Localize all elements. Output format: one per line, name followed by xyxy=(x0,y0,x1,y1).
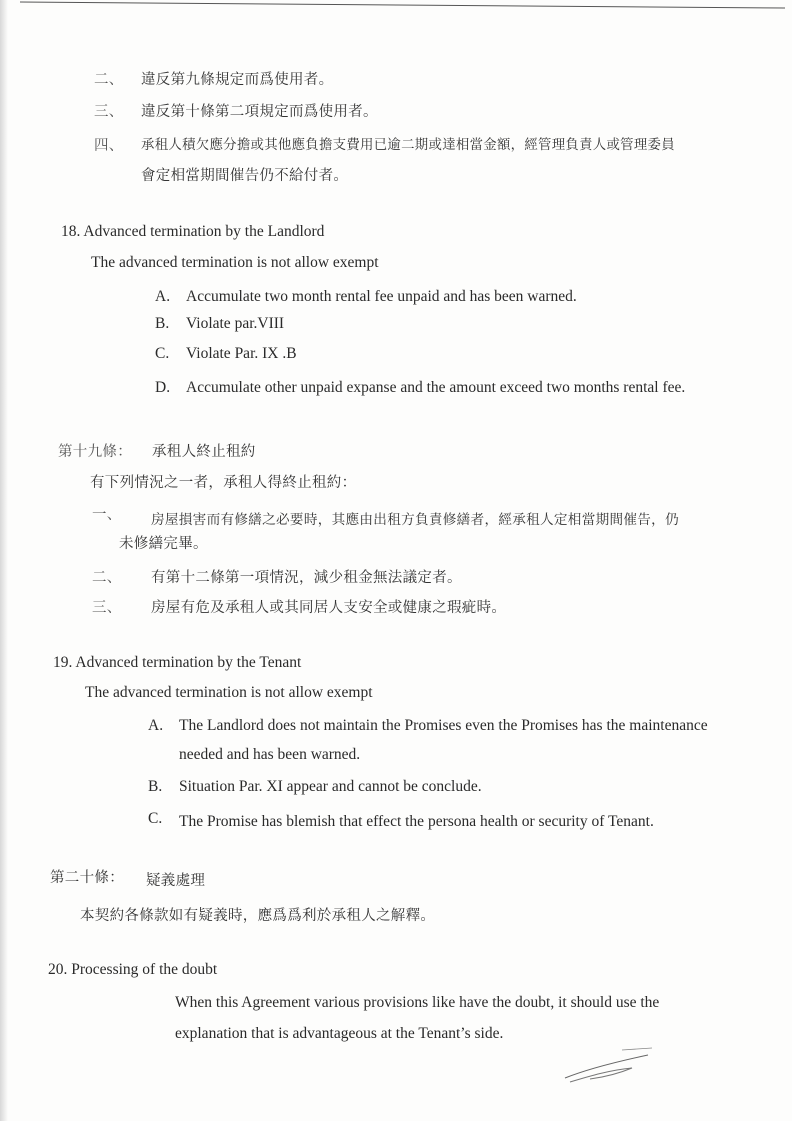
clause19-en-item-c-text: The Promise has blemish that effect the persona health or security of Tenant. xyxy=(179,813,654,830)
clause19-item1-number: 一、 xyxy=(92,507,122,523)
clause17-item4-text-line2: 會定相當期間催告仍不給付者。 xyxy=(141,168,349,184)
clause19-intro: 有下列情況之一者，承租人得終止租約： xyxy=(90,475,357,491)
clause19-item3-text: 房屋有危及承租人或其同居人支安全或健康之瑕疵時。 xyxy=(151,600,507,616)
clause19-en-item-c-label: C. xyxy=(148,810,163,827)
clause18-item-c-label: C. xyxy=(155,345,170,362)
page-shadow-left xyxy=(0,0,8,1121)
clause17-item3-text: 違反第十條第二項規定而爲使用者。 xyxy=(141,104,378,120)
clause18-intro: The advanced termination is not allow exempt xyxy=(91,254,379,271)
clause18-item-b-label: B. xyxy=(155,315,170,332)
clause17-item2-text: 違反第九條規定而爲使用者。 xyxy=(141,72,334,88)
clause19-item2-text: 有第十二條第一項情況，減少租金無法議定者。 xyxy=(151,570,462,586)
clause18-item-d-text: Accumulate other unpaid expanse and the amount exceed two months rental fee. xyxy=(186,379,686,396)
clause18-item-a-label: A. xyxy=(155,288,171,305)
clause18-item-b-text: Violate par.VIII xyxy=(186,315,285,332)
clause20-en-heading: 20. Processing of the doubt xyxy=(48,961,218,978)
clause17-item3-number: 三、 xyxy=(94,104,124,120)
clause18-item-c-text: Violate Par. IX .B xyxy=(186,345,297,362)
clause20-heading-title: 疑義處理 xyxy=(146,873,206,889)
clause17-item2-number: 二、 xyxy=(94,72,124,88)
clause19-item1-text-line1: 房屋損害而有修繕之必要時，其應由出租方負責修繕者，經承租人定相當期間催告，仍 xyxy=(151,512,679,528)
clause20-en-body-line2: explanation that is advantageous at the Tenant’s side. xyxy=(175,1025,504,1042)
clause18-heading: 18. Advanced termination by the Landlord xyxy=(61,223,325,240)
clause18-item-d-label: D. xyxy=(155,379,171,396)
clause20-heading-number: 第二十條： xyxy=(50,870,124,886)
clause19-item3-number: 三、 xyxy=(92,600,122,616)
clause20-en-body-line1: When this Agreement various provisions like have the doubt, it should use the xyxy=(175,994,660,1011)
clause19-heading-number: 第十九條： xyxy=(58,444,132,460)
clause19-en-heading: 19. Advanced termination by the Tenant xyxy=(53,654,302,671)
clause18-item-a-text: Accumulate two month rental fee unpaid and has been warned. xyxy=(186,288,577,305)
clause17-item4-text-line1: 承租人積欠應分擔或其他應負擔支費用已逾二期或達相當金額，經管理負責人或管理委員 xyxy=(141,138,675,153)
clause19-en-item-a-label: A. xyxy=(148,717,164,734)
clause19-heading-title: 承租人終止租約 xyxy=(152,444,256,460)
handwritten-signature xyxy=(560,1040,660,1090)
clause19-en-item-a-line2: needed and has been warned. xyxy=(179,746,361,763)
clause19-en-item-a-line1: The Landlord does not maintain the Promises even the Promises has the maintenance xyxy=(179,717,708,734)
page-top-edge xyxy=(0,0,792,10)
clause19-en-item-b-text: Situation Par. XI appear and cannot be conclude. xyxy=(179,778,482,795)
clause19-item1-text-line2: 未修繕完畢。 xyxy=(119,536,208,552)
clause19-item2-number: 二、 xyxy=(92,570,122,586)
clause19-en-intro: The advanced termination is not allow exempt xyxy=(85,684,373,701)
clause20-body: 本契約各條款如有疑義時，應爲爲利於承租人之解釋。 xyxy=(80,908,436,924)
clause19-en-item-b-label: B. xyxy=(148,778,163,795)
clause17-item4-number: 四、 xyxy=(94,138,124,154)
